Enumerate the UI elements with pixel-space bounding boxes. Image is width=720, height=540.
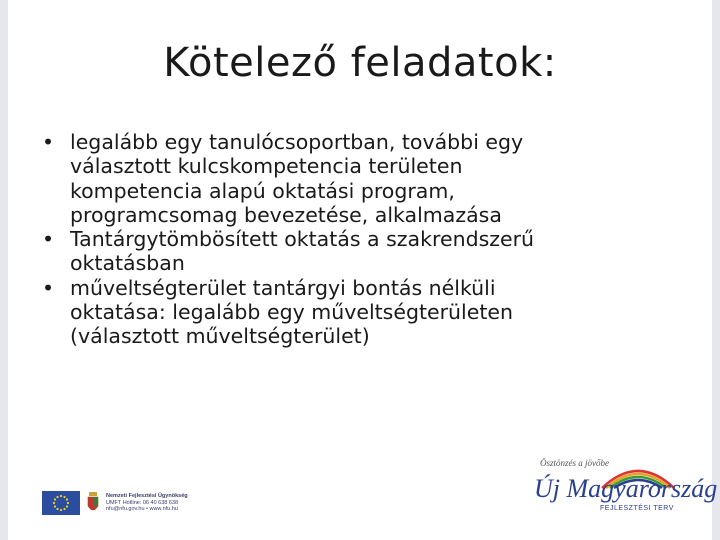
bullet-line: oktatása: legalább egy műveltségterületen: [70, 300, 514, 325]
slide: [8, 0, 718, 540]
agency-name: Nemzeti Fejlesztési Ügynökség: [106, 493, 188, 500]
bullet-line: programcsomag bevezetése, alkalmazása: [70, 202, 502, 227]
logo-name: Új Magyarország: [534, 474, 718, 503]
coat-of-arms-icon: [86, 492, 100, 514]
slide-title: Kötelező feladatok:: [163, 40, 557, 86]
logo-subtitle: FEJLESZTÉSI TERV: [600, 505, 674, 512]
agency-text: [106, 493, 206, 513]
bullet-marker: •: [42, 227, 55, 252]
bullet-item: [42, 227, 682, 276]
uj-magyarorszag-logo: [528, 458, 718, 524]
bullet-marker: •: [42, 130, 55, 154]
agency-logo: [42, 490, 206, 516]
bullet-list: [42, 130, 682, 349]
bullet-line: műveltségterület tantárgyi bontás nélküli: [70, 275, 496, 300]
bullet-line: kompetencia alapú oktatási program,: [70, 178, 455, 203]
agency-contact: nfu@nfu.gov.hu • www.nfu.hu: [106, 506, 178, 513]
bullet-item: [42, 130, 682, 227]
agency-hotline: UMFT Hotline: 06 40 638 638: [106, 499, 179, 506]
bullet-marker: •: [42, 275, 55, 300]
bullet-line: legalább egy tanulócsoportban, további egy: [70, 130, 524, 154]
bullet-line: választott kulcskompetencia területen: [70, 154, 463, 179]
eu-flag-icon: [42, 491, 80, 515]
bullet-line: Tantárgytömbösített oktatás a szakrendszerű: [70, 227, 535, 252]
bullet-line: oktatásban: [70, 251, 185, 276]
bullet-line: (választott műveltségterület): [70, 324, 370, 349]
bullet-item: [42, 276, 682, 349]
logo-tagline: Ösztönzés a jövőbe: [540, 458, 609, 468]
